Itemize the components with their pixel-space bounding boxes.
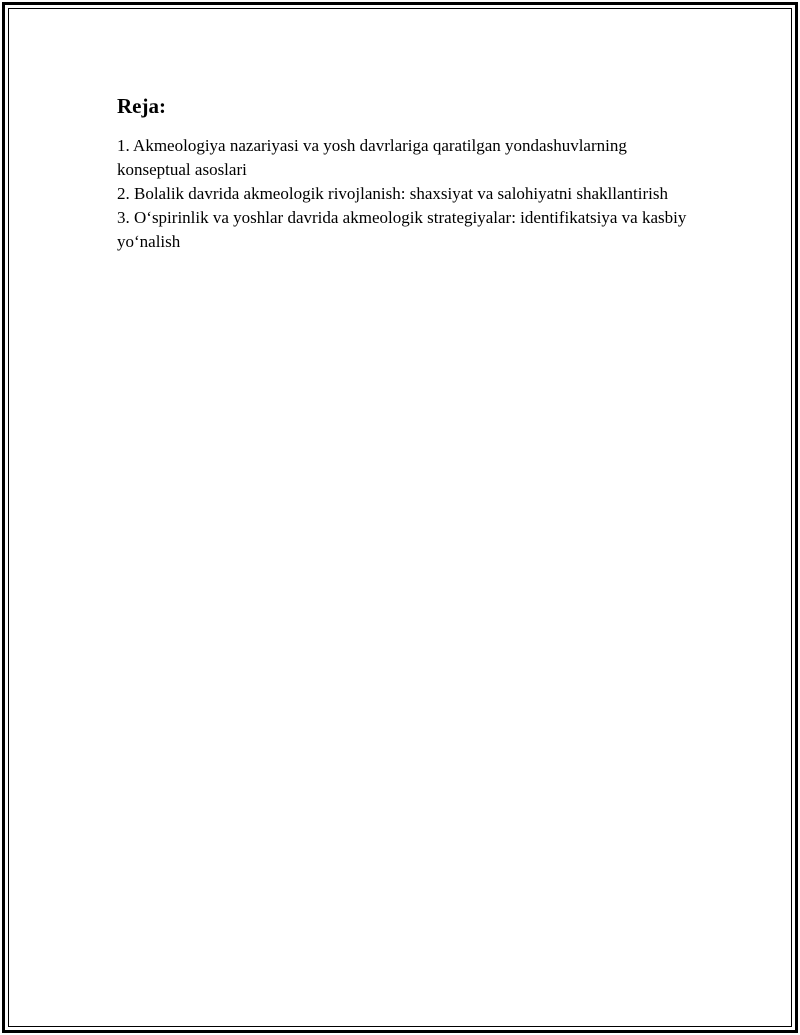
- plan-list: [117, 134, 697, 254]
- plan-title: Reja:: [117, 94, 166, 118]
- plan-item-2: 2. Bolalik davrida akmeologik rivojlanish: shaxsiyat va salohiyatni shakllantirish: [117, 184, 668, 203]
- plan-item-1: 1. Akmeologiya nazariyasi va yosh davrlariga qaratilgan yondashuvlarning konseptual asoslari: [117, 136, 627, 179]
- page-content: [117, 92, 697, 254]
- plan-item-3: 3. O‘spirinlik va yoshlar davrida akmeologik strategiyalar: identifikatsiya va kasbiy yo‘nalish: [117, 208, 687, 251]
